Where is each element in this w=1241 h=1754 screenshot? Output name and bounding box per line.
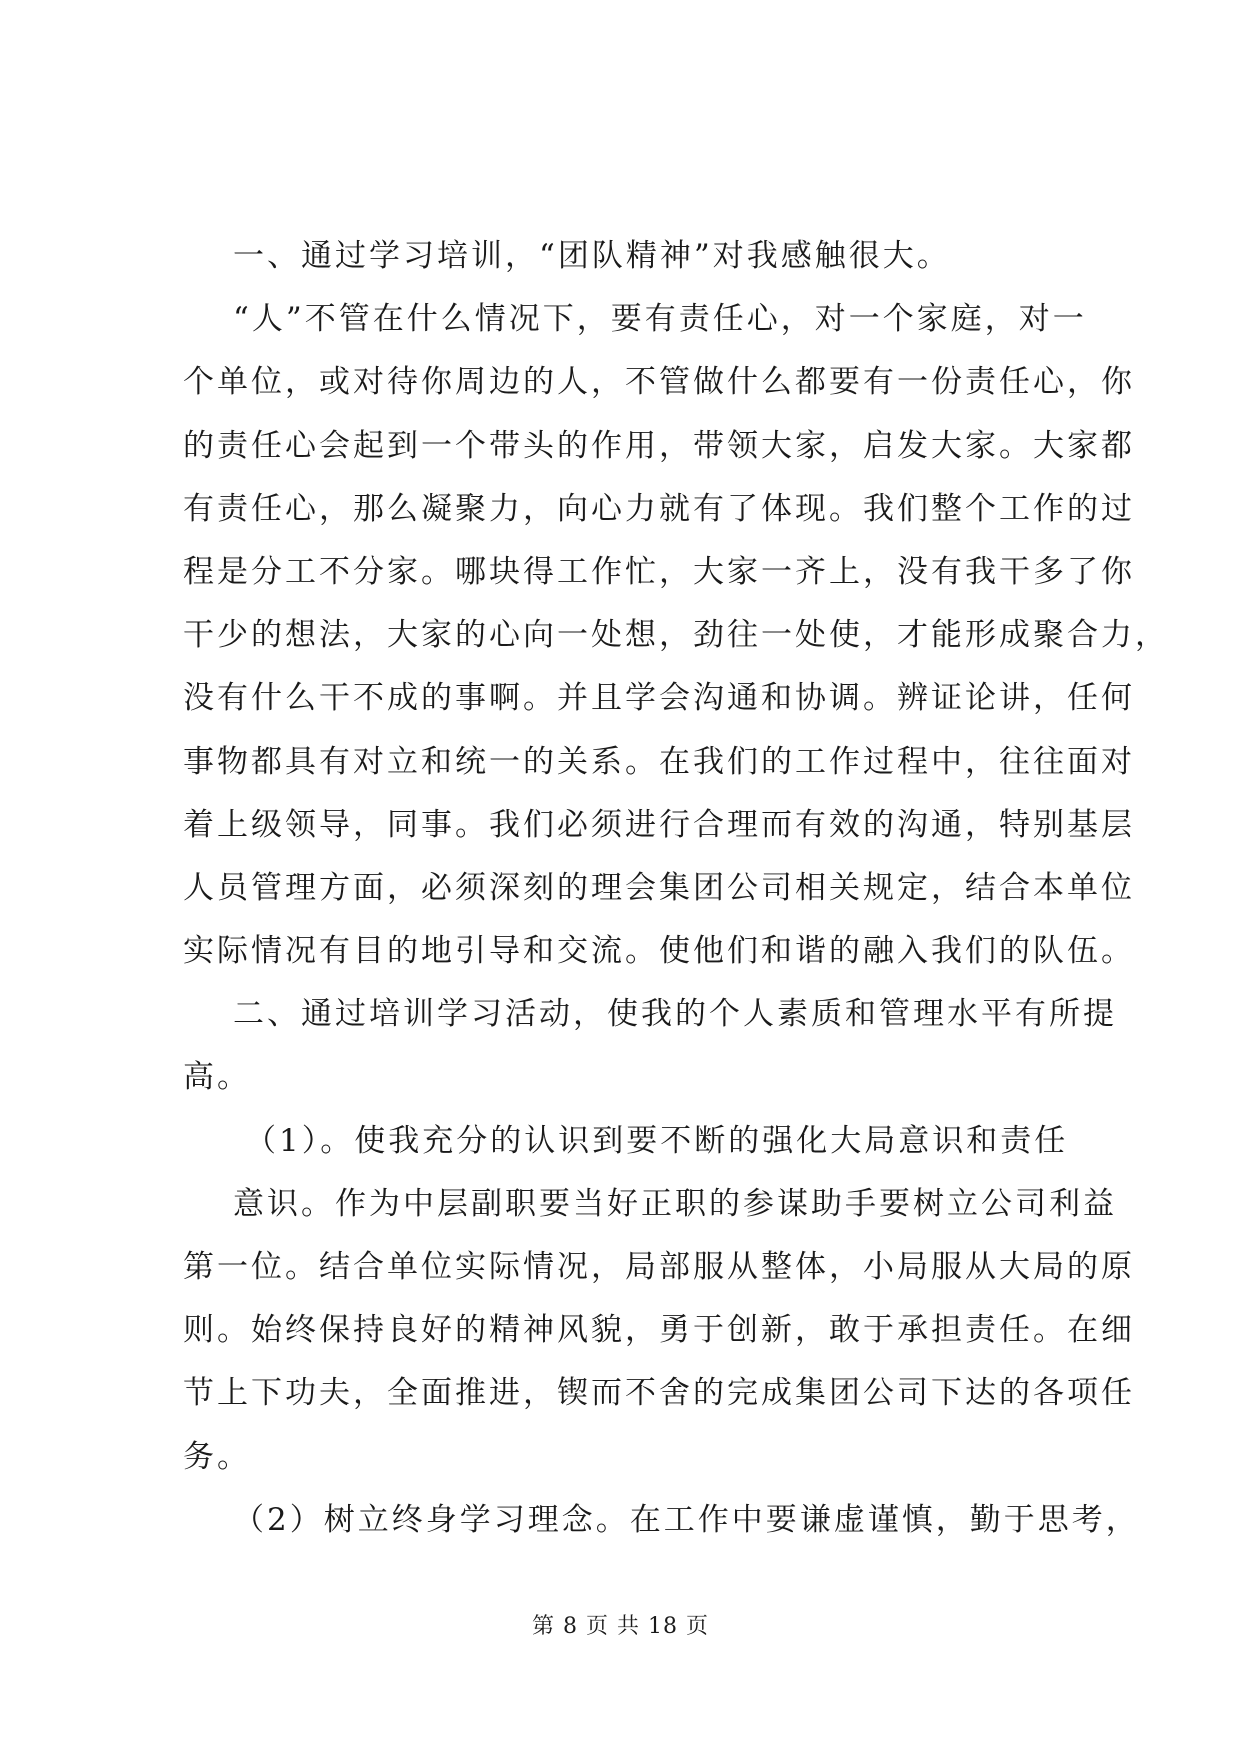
paragraph-line: 程是分工不分家。哪块得工作忙，大家一齐上，没有我干多了你 <box>183 553 1135 590</box>
paragraph-line: 意识。作为中层副职要当好正职的参谋助手要树立公司利益 <box>233 1185 1117 1222</box>
paragraph-line: 着上级领导，同事。我们必须进行合理而有效的沟通，特别基层 <box>183 806 1135 843</box>
item-heading-1: （1）。使我充分的认识到要不断的强化大局意识和责任 <box>245 1122 1069 1159</box>
paragraph-line: 第一位。结合单位实际情况，局部服从整体，小局服从大局的原 <box>183 1249 1135 1285</box>
paragraph-line: 事物都具有对立和统一的关系。在我们的工作过程中，往往面对 <box>183 743 1135 780</box>
paragraph-line: 务。 <box>183 1438 251 1475</box>
paragraph-line: 节上下功夫，全面推进，锲而不舍的完成集团公司下达的各项任 <box>183 1375 1135 1412</box>
section-heading-1: 一、通过学习培训，“团队精神”对我感触很大。 <box>233 238 951 274</box>
paragraph-line: “人”不管在什么情况下，要有责任心，对一个家庭，对一 <box>233 301 1087 338</box>
paragraph-line: 没有什么干不成的事啊。并且学会沟通和协调。辨证论讲，任何 <box>183 680 1135 717</box>
paragraph-line: 人员管理方面，必须深刻的理会集团公司相关规定，结合本单位 <box>183 869 1135 906</box>
paragraph-line: 的责任心会起到一个带头的作用，带领大家，启发大家。大家都 <box>183 427 1135 464</box>
paragraph-line: 则。始终保持良好的精神风貌，勇于创新，敢于承担责任。在细 <box>183 1312 1135 1349</box>
page-number-footer: 第 8 页 共 18 页 <box>532 1614 709 1639</box>
body-text <box>183 225 1169 1552</box>
section-heading-2-continued: 高。 <box>183 1059 251 1096</box>
section-heading-2: 二、通过培训学习活动，使我的个人素质和管理水平有所提 <box>233 996 1117 1033</box>
item-heading-2: （2）树立终身学习理念。在工作中要谦虚谨慎，勤于思考， <box>233 1501 1140 1538</box>
paragraph-line: 有责任心，那么凝聚力，向心力就有了体现。我们整个工作的过 <box>183 490 1135 527</box>
paragraph-line: 个单位，或对待你周边的人，不管做什么都要有一份责任心，你 <box>183 364 1135 401</box>
paragraph-line: 干少的想法，大家的心向一处想，劲往一处使，才能形成聚合力， <box>183 617 1169 654</box>
paragraph-line: 实际情况有目的地引导和交流。使他们和谐的融入我们的队伍。 <box>183 933 1135 970</box>
